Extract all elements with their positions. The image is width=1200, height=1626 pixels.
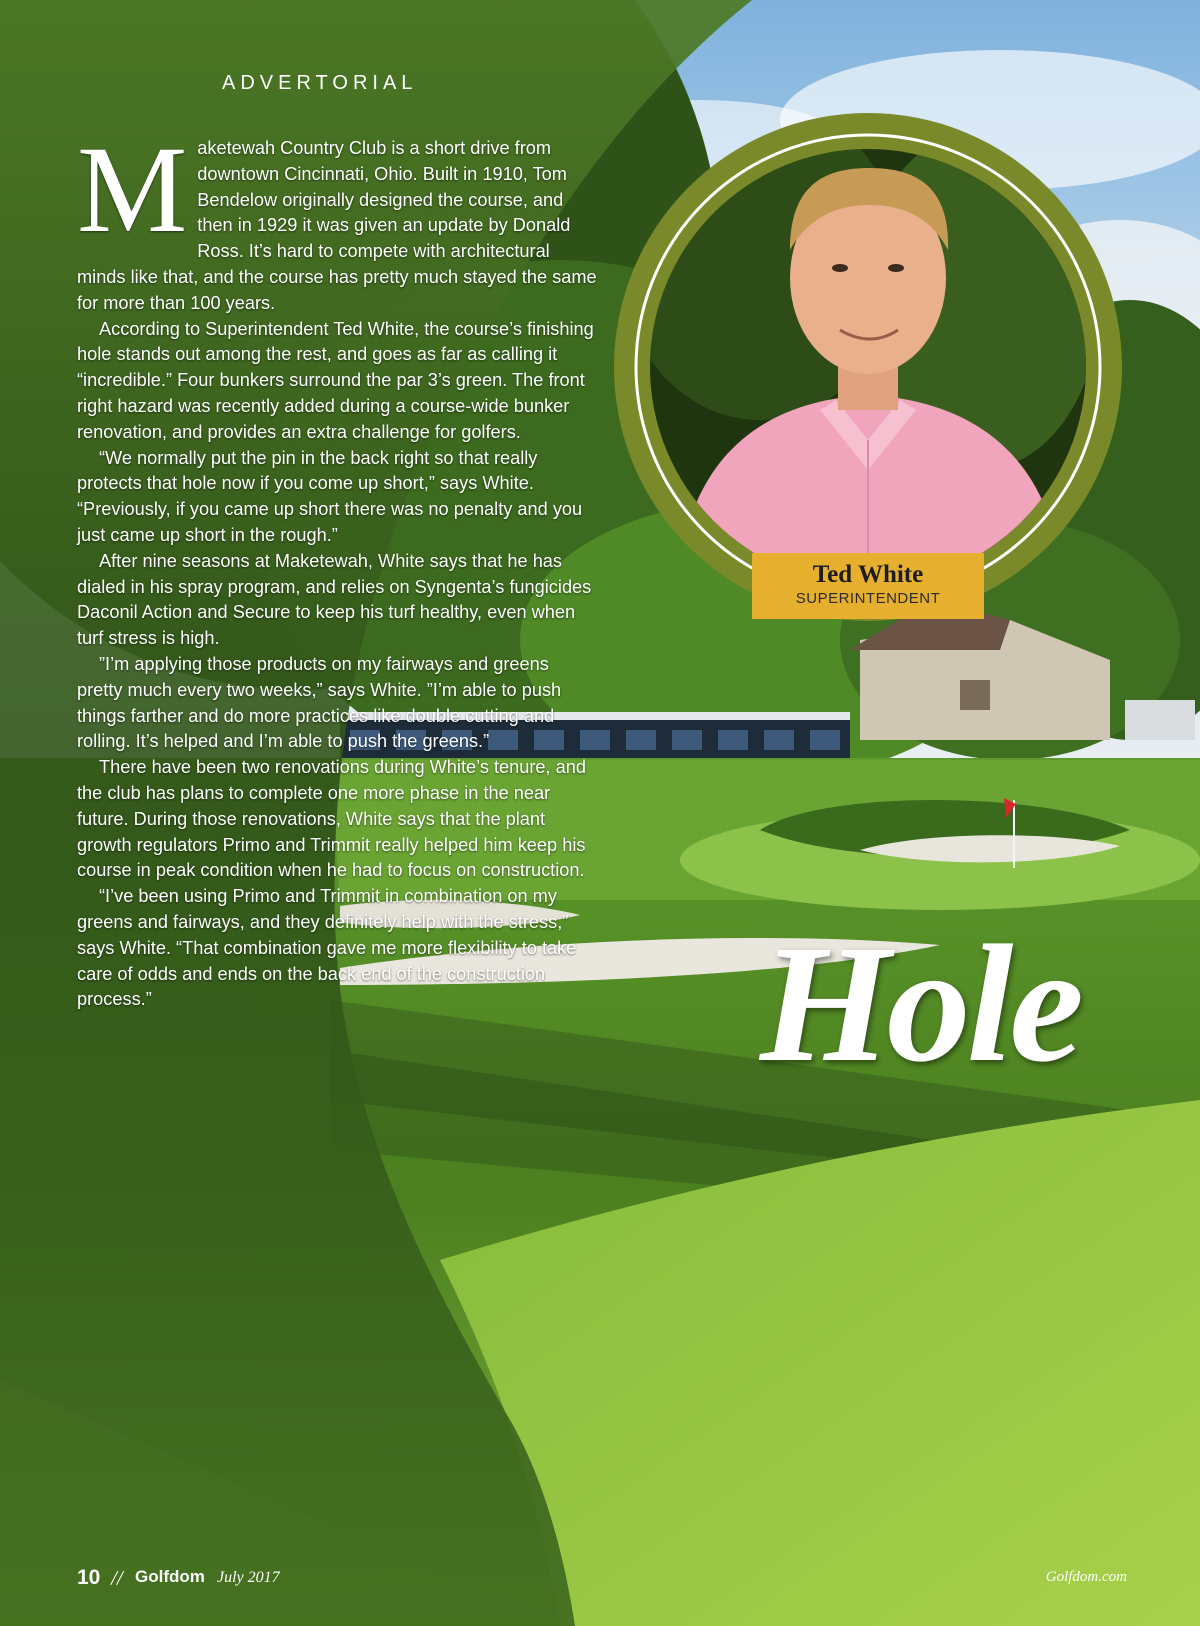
page-number: 10 bbox=[77, 1566, 101, 1589]
profile-nameplate bbox=[752, 553, 984, 619]
footer-separator: // bbox=[111, 1566, 123, 1590]
article-paragraph-1: aketewah Country Club is a short drive from downtown Cincinnati, Ohio. Built in 1910, Tom Bendelow originally designed the course, and then in 1929 it was given an update by Donald Ross. It’s hard to compete with architectural minds like that, and the course has pretty much stayed the same for more than 100 years. bbox=[77, 138, 597, 313]
article-paragraph-5: ”I’m applying those products on my fairways and greens pretty much every two weeks,” says White. ”I’m able to push things farther and do more practices like double cutting and rolling. It’s helped and I’m able to push the greens.” bbox=[77, 653, 562, 752]
drop-cap: M bbox=[77, 121, 188, 258]
article-paragraph-3: “We normally put the pin in the back right so that really protects that hole now if you come up short,” says White. “Previously, if you came up short there was no penalty and you just came up short in the rough.” bbox=[77, 447, 583, 545]
section-label: ADVERTORIAL bbox=[222, 72, 418, 94]
article-paragraph-4: After nine seasons at Maketewah, White says that he has dialed in his spray program, and relies on Syngenta’s fungicides Daconil Action and Secure to keep his turf healthy, even when turf stress is high. bbox=[77, 550, 592, 649]
publication-name: Golfdom bbox=[135, 1567, 205, 1586]
page-footer bbox=[77, 1566, 1127, 1596]
profile-title: SUPERINTENDENT bbox=[795, 590, 941, 607]
article-body bbox=[77, 121, 597, 1013]
article-paragraph-2: According to Superintendent Ted White, the course’s finishing hole stands out among the rest, and goes as far as calling it “incredible.” Four bunkers surround the par 3’s green. The front right hazard was recently added during a course-wide bunker renovation, and provides an extra challenge for golfers. bbox=[77, 318, 594, 442]
article-paragraph-6: There have been two renovations during White’s tenure, and the club has plans to complete one more phase in the near future. During those renovations, White says that the plant growth regulators Primo and Trimmit really helped him keep his course in peak condition when he had to focus on construction. bbox=[77, 757, 586, 881]
headline: Hole bbox=[760, 911, 1080, 1097]
website-link[interactable]: Golfdom.com bbox=[1045, 1569, 1127, 1585]
profile-name: Ted White bbox=[812, 561, 924, 588]
issue-date: July 2017 bbox=[217, 1569, 280, 1586]
article-paragraph-7: “I’ve been using Primo and Trimmit in combination on my greens and fairways, and they definitely help with the stress,” says White. “That combination gave me more flexibility to take care of odds and ends on the back end of the construction process.” bbox=[77, 886, 577, 1010]
